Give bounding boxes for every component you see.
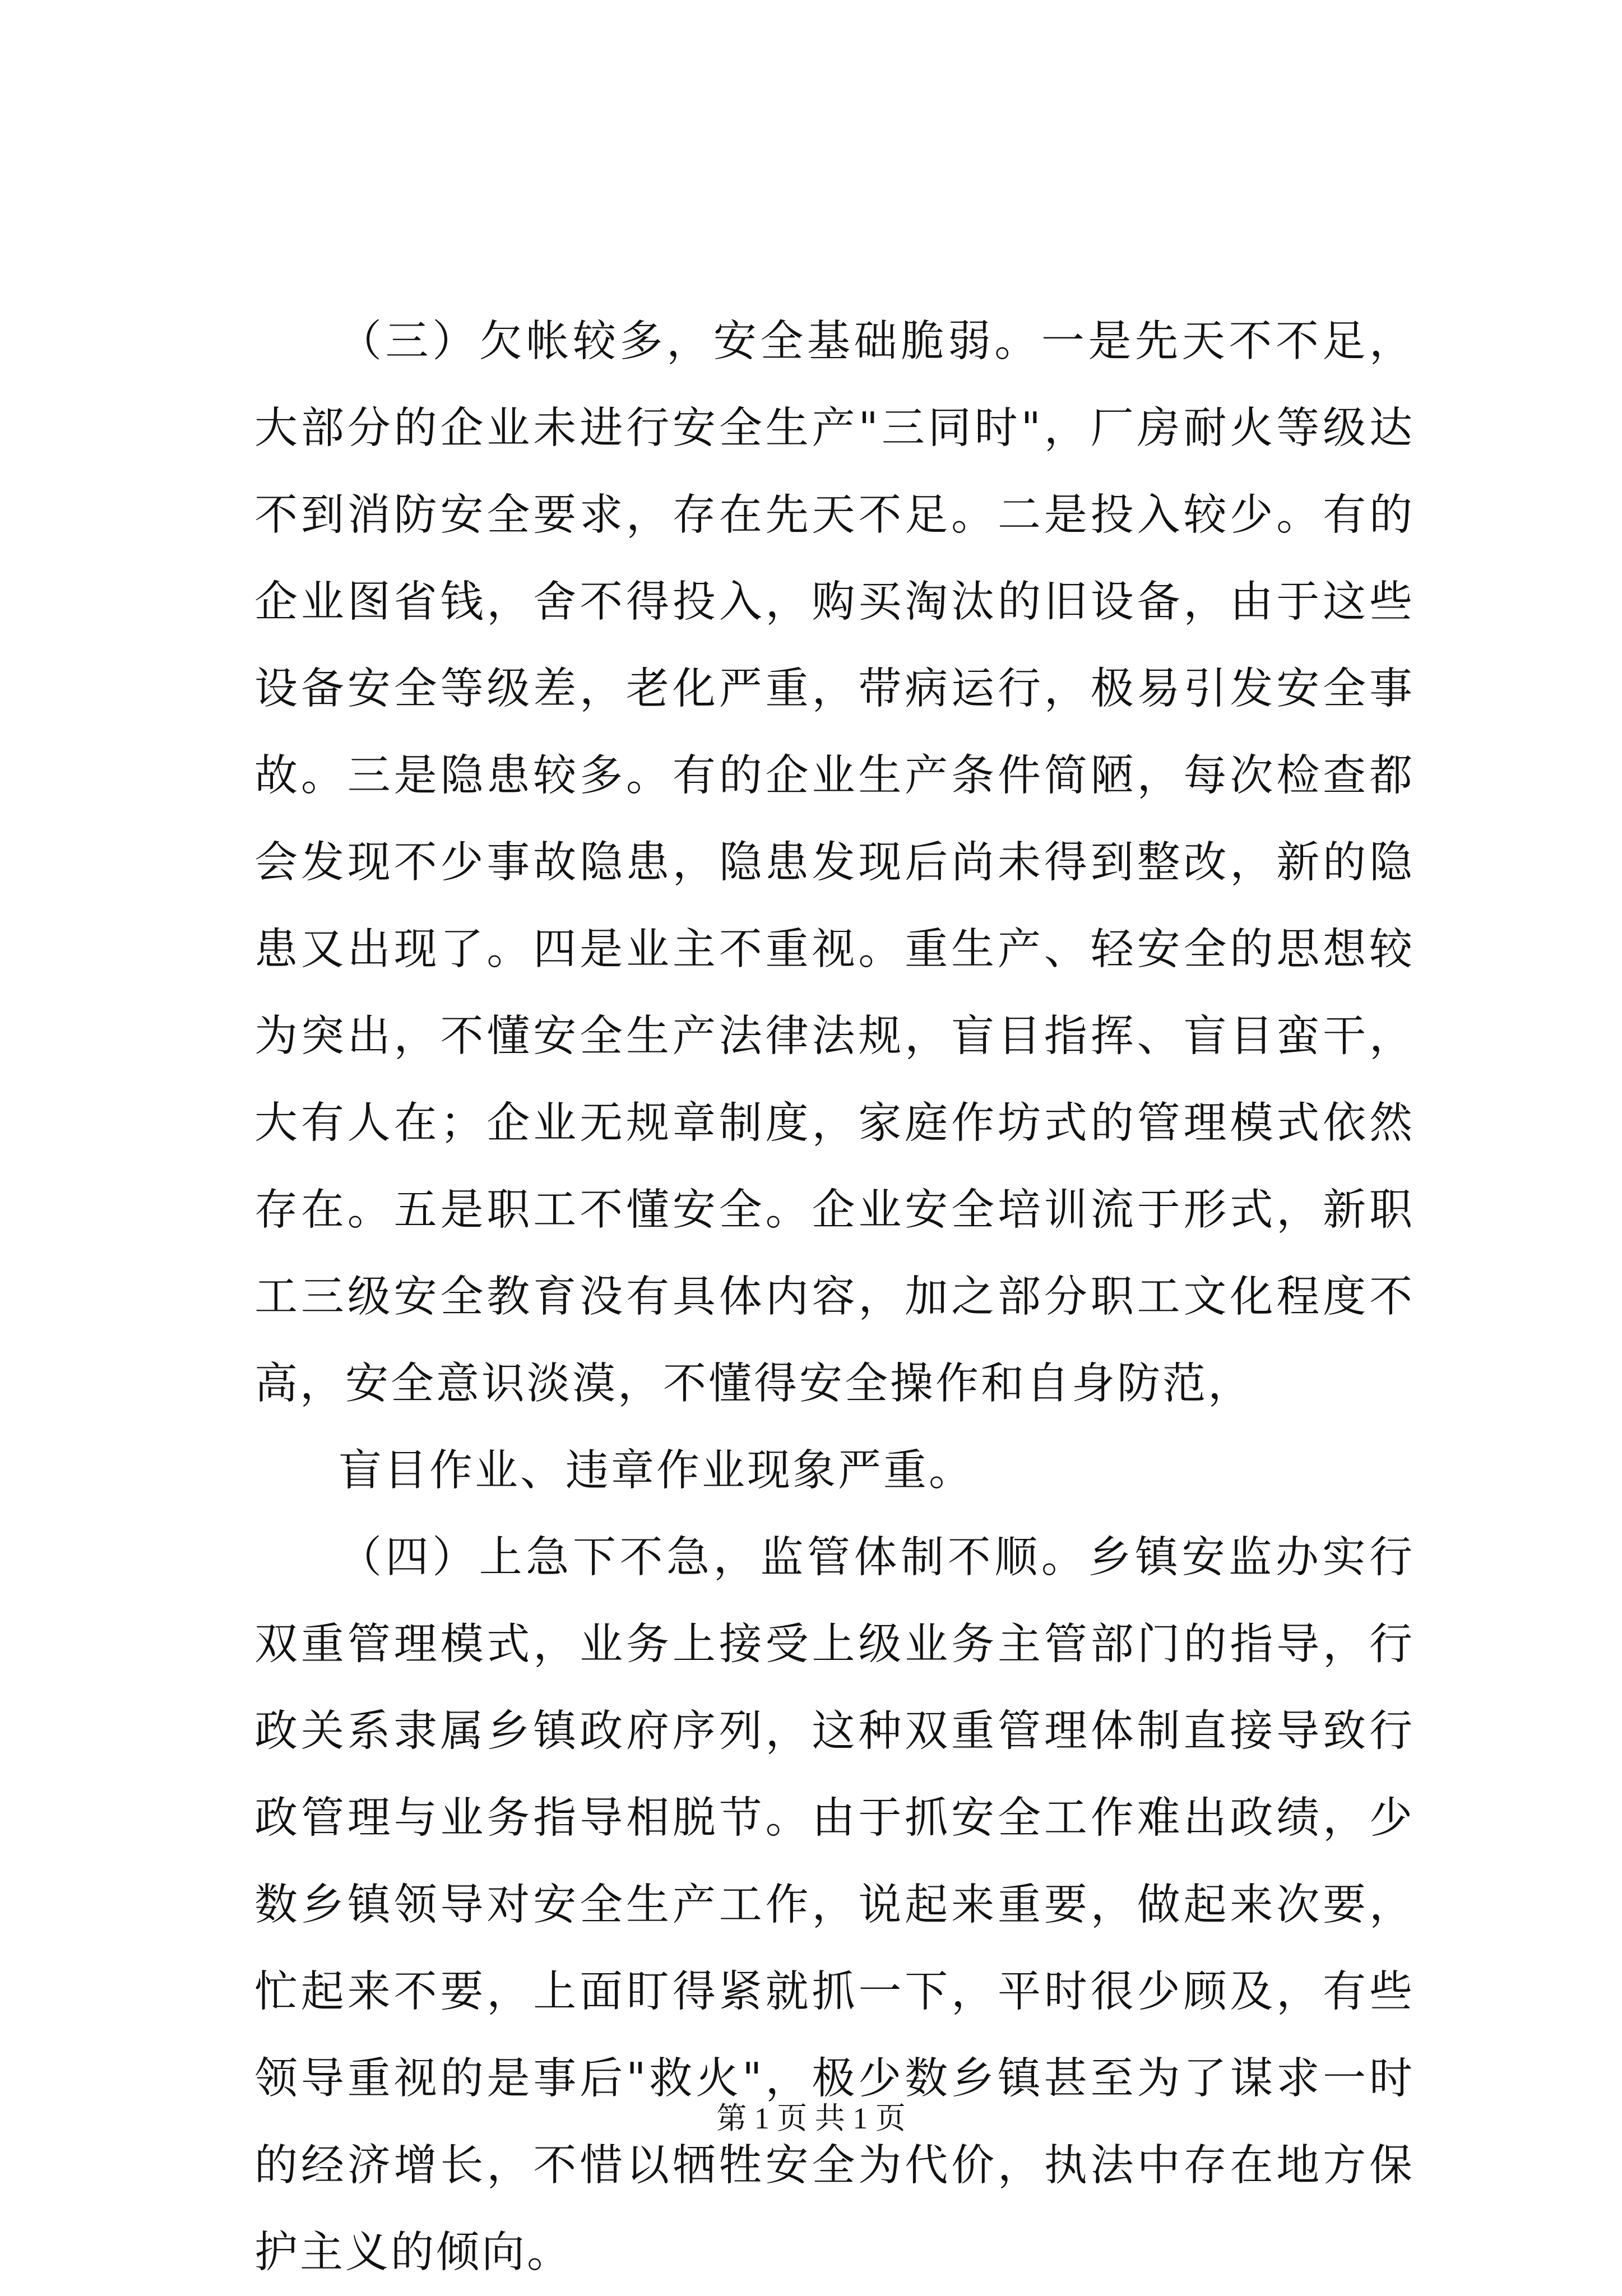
page-footer: 第 1 页 共 1 页 — [716, 2102, 906, 2135]
paragraph-section-three: （三）欠帐较多，安全基础脆弱。一是先天不不足，大部分的企业未进行安全生产"三同时"，厂房耐火等级达不到消防安全要求，存在先天不足。二是投入较少。有的企业图省钱，舍不得投入，购买淘汰的旧设备，由于这些设备安全等级差，老化严重，带病运行，极易引发安全事故。三是隐患较多。有的企业生产条件简陋，每次检查都会发现不少事故隐患，隐患发现后尚未得到整改，新的隐患又出现了。四是业主不重视。重生产、轻安全的思想较为突出，不懂安全生产法律法规，盲目指挥、盲目蛮干，大有人在；企业无规章制度，家庭作坊式的管理模式依然存在。五是职工不懂安全。企业安全培训流于形式，新职工三级安全教育没有具体内容，加之部分职工文化程度不高，安全意识淡漠，不懂得安全操作和自身防范， — [254, 317, 1415, 1409]
paragraph-continuation: 盲目作业、违章作业现象严重。 — [339, 1446, 974, 1496]
document-body — [254, 298, 1415, 2296]
paragraph-section-four: （四）上急下不急，监管体制不顺。乡镇安监办实行双重管理模式，业务上接受上级业务主管部门的指导，行政关系隶属乡镇政府序列，这种双重管理体制直接导致行政管理与业务指导相脱节。由于抓安全工作难出政绩，少数乡镇领导对安全生产工作，说起来重要，做起来次要，忙起来不要，上面盯得紧就抓一下，平时很少顾及，有些领导重视的是事后"救火"，极少数乡镇甚至为了谋求一时的经济增长，不惜以牺牲安全为代价，执法中存在地方保护主义的倾向。 — [254, 1533, 1415, 2278]
